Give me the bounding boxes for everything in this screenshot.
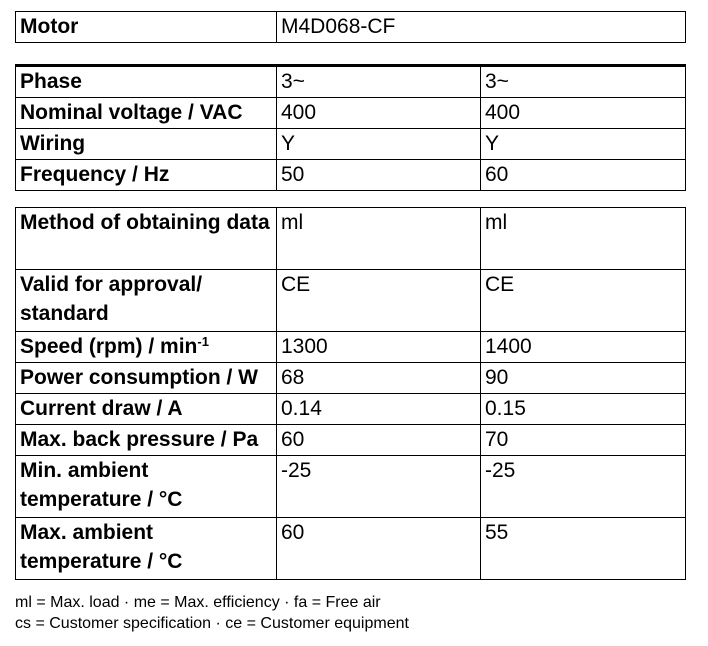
table-row (16, 270, 686, 332)
cell-value: Y (277, 129, 481, 160)
motor-value: M4D068-CF (277, 12, 686, 43)
cell-value: 400 (481, 98, 686, 129)
cell-value: 90 (481, 363, 686, 394)
cell-value: 0.15 (481, 394, 686, 425)
performance-specs-table (15, 207, 686, 580)
cell-value: -25 (481, 456, 686, 518)
cell-value: 70 (481, 425, 686, 456)
cell-value: 68 (277, 363, 481, 394)
row-label: Max. ambient temperature / °C (16, 518, 277, 580)
cell-value: -25 (277, 456, 481, 518)
superscript-minus-one: -1 (197, 334, 209, 349)
electrical-specs-table (15, 64, 686, 191)
table-row (16, 425, 686, 456)
cell-value: 3~ (481, 66, 686, 98)
row-label: Min. ambient temperature / °C (16, 456, 277, 518)
table-row (16, 208, 686, 270)
motor-table (15, 11, 686, 43)
speed-label-text: Speed (rpm) / min (20, 335, 198, 358)
cell-value: CE (277, 270, 481, 332)
legend-line-2: cs = Customer specification · ce = Customer equipment (15, 615, 409, 632)
row-label: Frequency / Hz (16, 160, 277, 191)
row-label: Method of obtaining data (16, 208, 277, 270)
table-row (16, 332, 686, 363)
row-label (16, 332, 277, 363)
row-label: Wiring (16, 129, 277, 160)
row-label: Power consumption / W (16, 363, 277, 394)
cell-value: 0.14 (277, 394, 481, 425)
cell-value: ml (277, 208, 481, 270)
row-label: Valid for approval/ standard (16, 270, 277, 332)
cell-value: ml (481, 208, 686, 270)
cell-value: CE (481, 270, 686, 332)
cell-value: Y (481, 129, 686, 160)
cell-value: 50 (277, 160, 481, 191)
cell-value: 400 (277, 98, 481, 129)
motor-label: Motor (16, 12, 277, 43)
table-row (16, 160, 686, 191)
row-label: Phase (16, 66, 277, 98)
cell-value: 3~ (277, 66, 481, 98)
table-row (16, 66, 686, 98)
table-row (16, 12, 686, 43)
cell-value: 1400 (481, 332, 686, 363)
cell-value: 1300 (277, 332, 481, 363)
row-label: Max. back pressure / Pa (16, 425, 277, 456)
table-row (16, 518, 686, 580)
table-row (16, 363, 686, 394)
legend-line-1: ml = Max. load · me = Max. efficiency · fa = Free air (15, 594, 381, 611)
table-row (16, 129, 686, 160)
row-label: Current draw / A (16, 394, 277, 425)
cell-value: 55 (481, 518, 686, 580)
cell-value: 60 (277, 425, 481, 456)
table-row (16, 98, 686, 129)
cell-value: 60 (481, 160, 686, 191)
table-row (16, 456, 686, 518)
row-label: Nominal voltage / VAC (16, 98, 277, 129)
cell-value: 60 (277, 518, 481, 580)
table-row (16, 394, 686, 425)
